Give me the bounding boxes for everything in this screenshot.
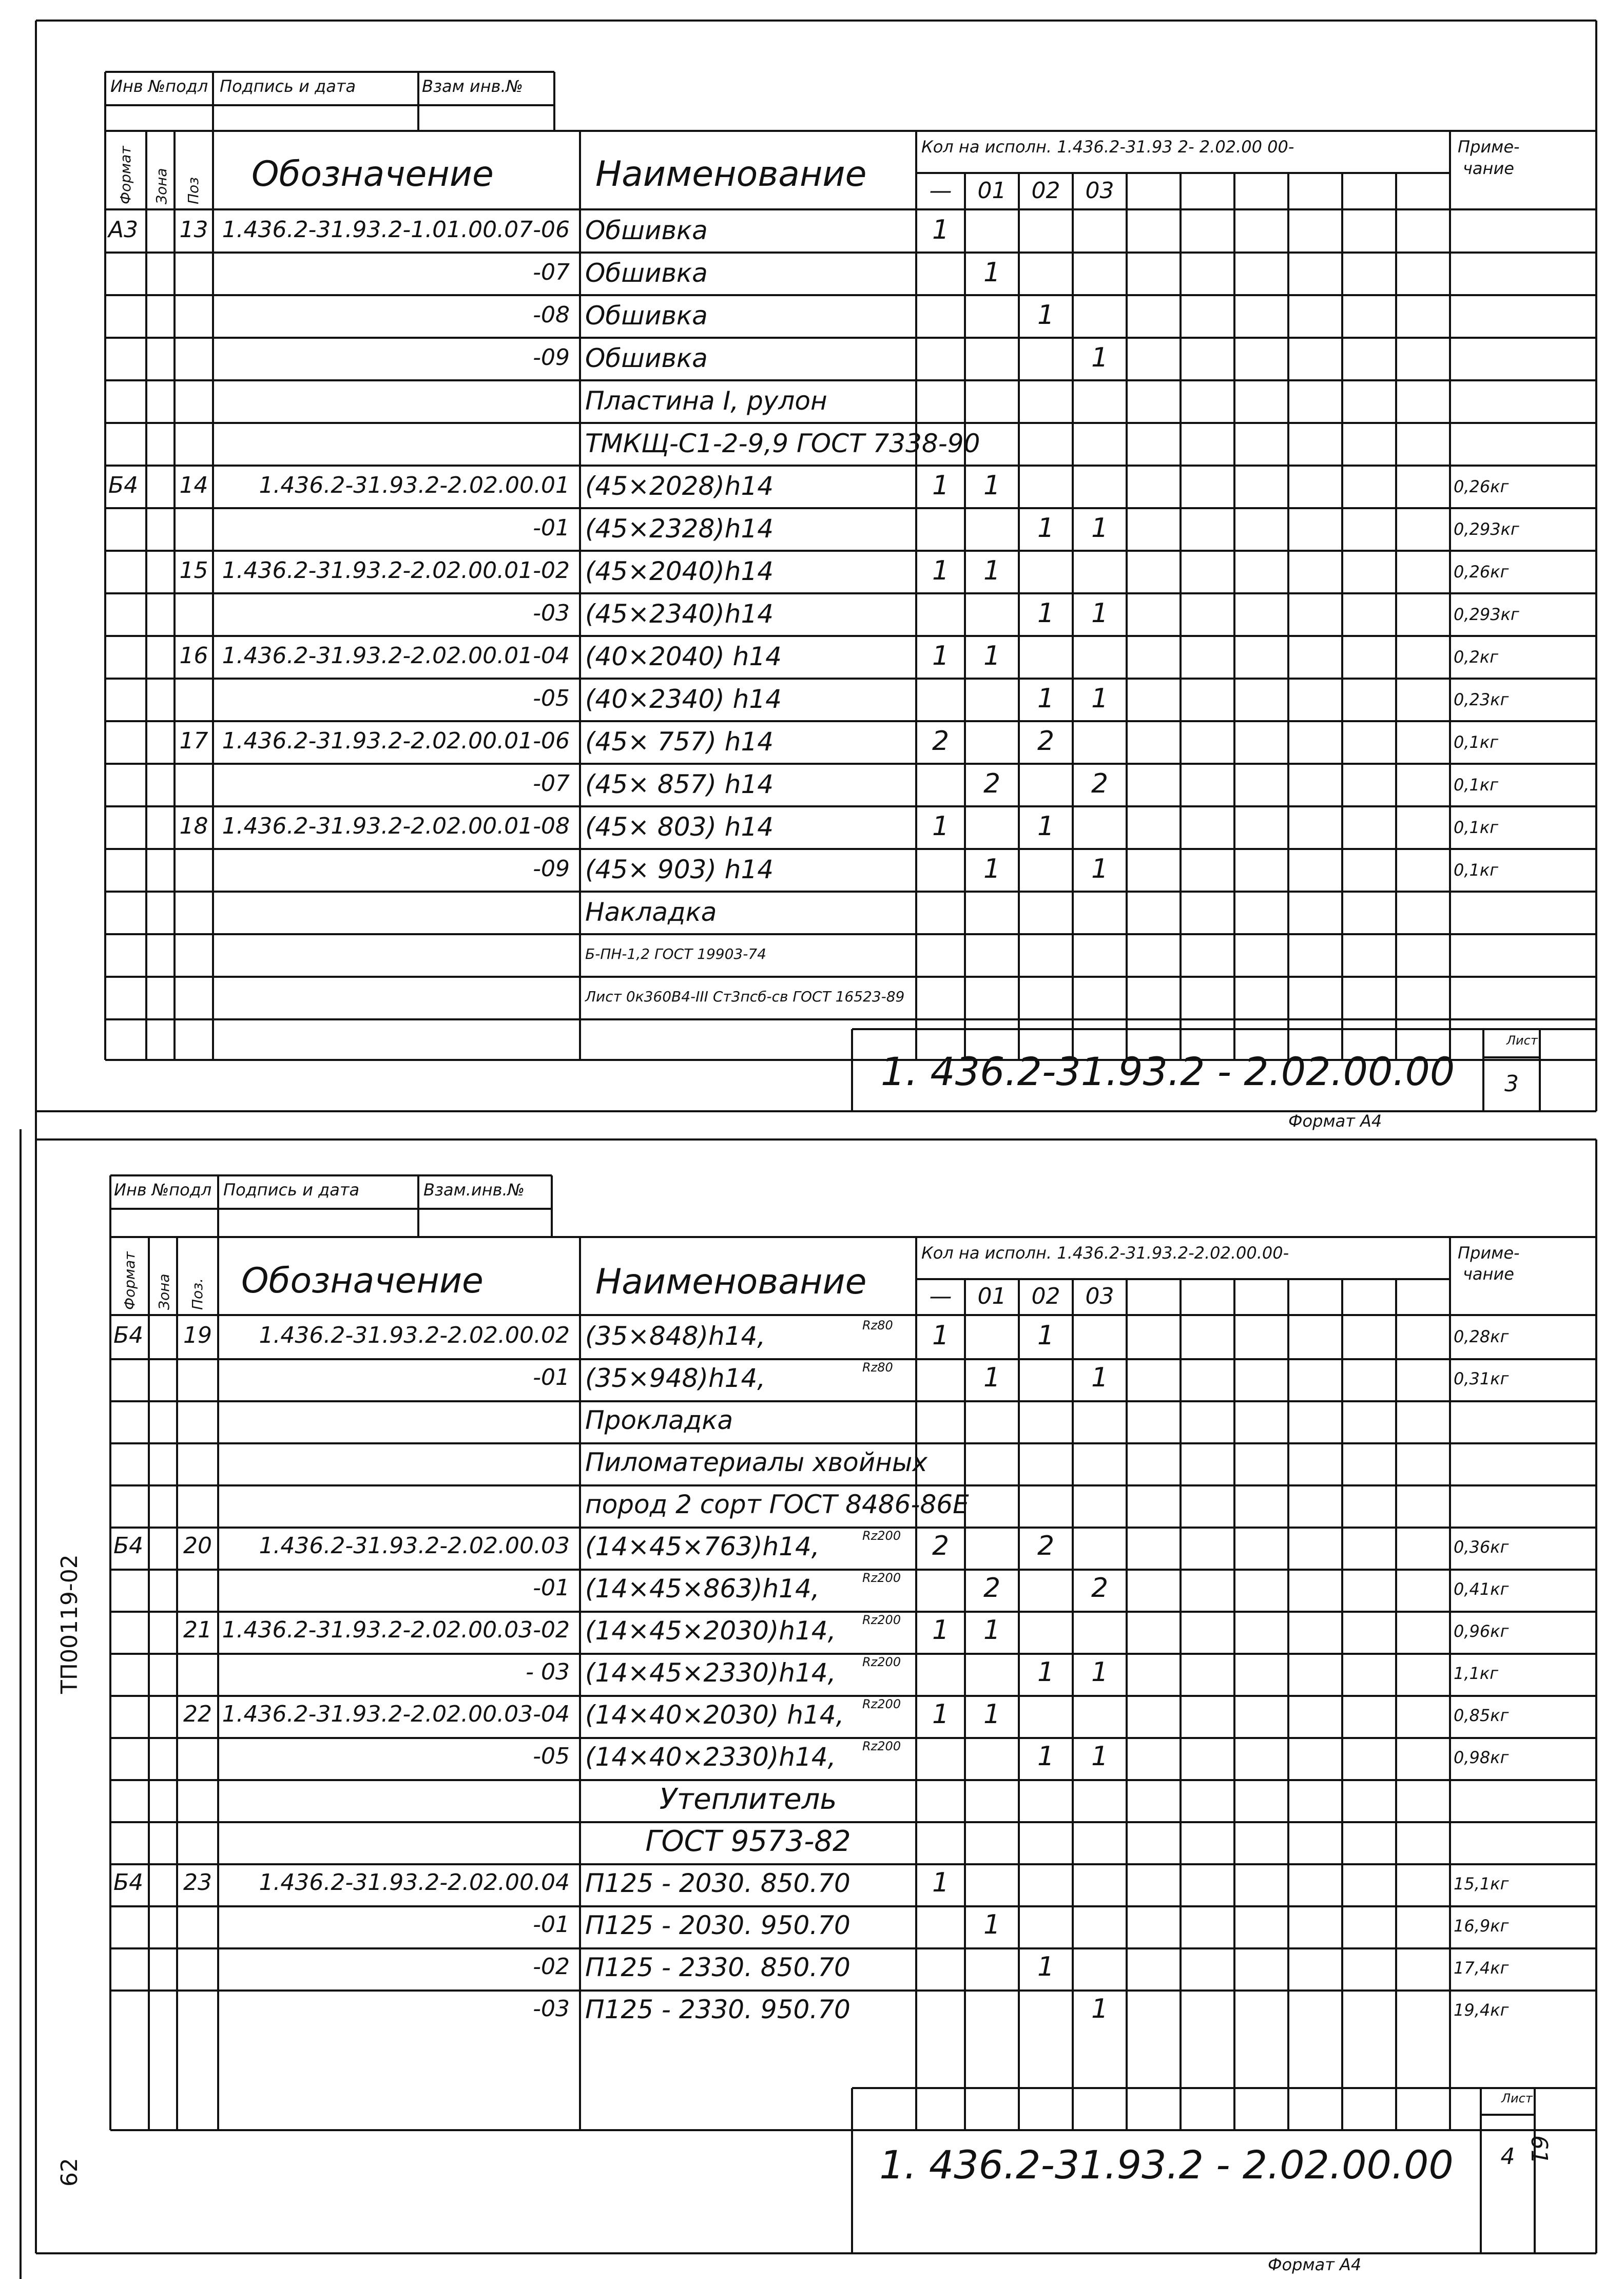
cell-designation: 1.436.2-31.93.2-1.01.00.07-06 (222, 217, 570, 243)
stamp-sign-label: Подпись и дата (223, 1180, 360, 1200)
cell-designation: -09 (533, 344, 570, 371)
cell-quantity: 1 (1091, 1994, 1109, 2024)
sheet-number: 4 (1500, 2143, 1515, 2170)
cell-note: 0,96кг (1454, 1621, 1509, 1641)
cell-quantity: 1 (1037, 1320, 1055, 1351)
cell-quantity: 1 (1037, 1952, 1055, 1982)
cell-quantity: 2 (1037, 1531, 1055, 1561)
format-note: Формат А4 (1288, 1111, 1382, 1131)
cell-quantity: 1 (1091, 598, 1109, 629)
header-variant: 03 (1085, 178, 1114, 204)
header-variant: 02 (1031, 178, 1060, 204)
cell-note: 0,85кг (1454, 1706, 1509, 1725)
cell-position: 21 (183, 1617, 212, 1643)
cell-quantity: 1 (1037, 513, 1055, 544)
cell-name: П125 - 2030. 950.70 (585, 1910, 850, 1940)
cell-note: 0,26кг (1454, 562, 1509, 582)
cell-name: Пластина I, рулон (585, 386, 827, 416)
cell-name: (35×948)h14, (585, 1363, 766, 1393)
cell-name: (45×2040)h14 (585, 556, 774, 586)
cell-name: (45×2328)h14 (585, 514, 774, 544)
cell-position: 20 (183, 1533, 212, 1559)
header-pos: Поз (185, 177, 202, 204)
cell-designation: 1.436.2-31.93.2-2.02.00.01-06 (222, 728, 570, 754)
cell-note: 0,1кг (1454, 818, 1499, 837)
cell-position: 17 (179, 728, 208, 754)
title-code: 1. 436.2-31.93.2 - 2.02.00.00 (880, 1049, 1455, 1094)
cell-quantity: 1 (1037, 300, 1055, 331)
cell-note: 0,1кг (1454, 860, 1499, 880)
header-variant: — (929, 178, 952, 204)
cell-name: (45× 903) h14 (585, 855, 774, 884)
header-note-2: чание (1463, 1264, 1514, 1284)
header-variant: 03 (1085, 1283, 1114, 1309)
header-qty: Кол на исполн. 1.436.2-31.93 2- 2.02.00 00- (921, 137, 1294, 157)
cell-name: (45× 757) h14 (585, 727, 774, 757)
cell-note: 0,293кг (1454, 605, 1519, 624)
cell-name: ТМКЩ-С1-2-9,9 ГОСТ 7338-90 (585, 429, 980, 458)
cell-quantity: 1 (932, 1699, 950, 1730)
drawing-sheet-3 (0, 0, 1624, 1129)
header-designation: Обозначение (252, 154, 494, 195)
cell-name: (40×2340) h14 (585, 684, 782, 714)
cell-note: 0,36кг (1454, 1537, 1509, 1557)
cell-name: Б-ПН-1,2 ГОСТ 19903-74 (585, 945, 766, 962)
cell-quantity: 1 (1091, 1657, 1109, 1688)
cell-note: 15,1кг (1454, 1874, 1509, 1894)
cell-format: Б4 (113, 1869, 144, 1896)
cell-name: Лист 0к360В4-III Ст3псб-св ГОСТ 16523-89 (585, 988, 905, 1005)
corner-page: 61 (1526, 2135, 1552, 2164)
cell-name: П125 - 2330. 850.70 (585, 1953, 850, 1982)
cell-quantity: 1 (1037, 1657, 1055, 1688)
cell-quantity: 1 (932, 1615, 950, 1646)
cell-designation: -01 (533, 1364, 570, 1390)
cell-quantity: 1 (983, 1615, 1001, 1646)
cell-quantity: 1 (932, 1320, 950, 1351)
cell-note: 1,1кг (1454, 1664, 1499, 1683)
cell-designation: -05 (533, 685, 570, 711)
header-format: Формат (117, 146, 134, 204)
header-variant: — (929, 1283, 952, 1309)
sheet-number: 3 (1504, 1071, 1519, 1097)
cell-name: ГОСТ 9573-82 (645, 1825, 851, 1858)
roughness-mark: Rz200 (862, 1571, 901, 1585)
cell-quantity: 2 (932, 726, 950, 757)
cell-quantity: 2 (1091, 1573, 1109, 1604)
cell-quantity: 2 (983, 1573, 1001, 1604)
cell-name: Прокладка (585, 1405, 733, 1435)
cell-position: 23 (183, 1869, 212, 1896)
cell-name: Обшивка (585, 216, 708, 245)
header-zone: Зона (153, 168, 170, 204)
header-variant: 01 (977, 178, 1007, 204)
header-name: Наименование (595, 1262, 867, 1302)
cell-format: Б4 (113, 1533, 144, 1559)
cell-name: Обшивка (585, 301, 708, 331)
cell-designation: -01 (533, 1575, 570, 1601)
roughness-mark: Rz200 (862, 1613, 901, 1627)
stamp-inv-label: Инв №подл (110, 76, 208, 96)
cell-designation: -01 (533, 1911, 570, 1938)
cell-quantity: 1 (983, 470, 1001, 501)
cell-designation: 1.436.2-31.93.2-2.02.00.01-04 (222, 643, 570, 669)
cell-designation: -08 (533, 302, 570, 328)
cell-name: (14×45×2330)h14, (585, 1658, 836, 1688)
roughness-mark: Rz80 (862, 1360, 893, 1375)
cell-quantity: 1 (1091, 683, 1109, 714)
cell-name: Накладка (585, 897, 717, 927)
cell-quantity: 1 (1091, 1362, 1109, 1393)
roughness-mark: Rz80 (862, 1318, 893, 1332)
cell-designation: -09 (533, 856, 570, 882)
cell-quantity: 1 (1091, 513, 1109, 544)
cell-quantity: 1 (932, 1867, 950, 1898)
cell-note: 17,4кг (1454, 1958, 1509, 1978)
cell-quantity: 1 (1091, 854, 1109, 884)
sheet-label: Лист (1501, 2091, 1533, 2106)
header-pos: Поз. (189, 1278, 206, 1310)
cell-position: 15 (179, 557, 208, 584)
cell-quantity: 1 (983, 555, 1001, 586)
cell-name: Пиломатериалы хвойных (585, 1447, 927, 1477)
cell-note: 0,98кг (1454, 1748, 1509, 1767)
header-variant: 02 (1031, 1283, 1060, 1309)
cell-quantity: 1 (1037, 1741, 1055, 1772)
header-designation: Обозначение (241, 1261, 484, 1301)
cell-designation: -03 (533, 1996, 570, 2022)
cell-note: 0,23кг (1454, 690, 1509, 709)
cell-note: 0,41кг (1454, 1579, 1509, 1599)
cell-name: Обшивка (585, 343, 708, 373)
cell-name: П125 - 2030. 850.70 (585, 1868, 850, 1898)
cell-quantity: 1 (932, 641, 950, 671)
cell-designation: -07 (533, 259, 570, 285)
cell-designation: -05 (533, 1743, 570, 1769)
cell-name: (14×40×2030) h14, (585, 1700, 844, 1730)
cell-quantity: 1 (932, 555, 950, 586)
cell-name: (45×2028)h14 (585, 471, 774, 501)
header-qty: Кол на исполн. 1.436.2-31.93.2-2.02.00.00- (921, 1243, 1289, 1263)
cell-quantity: 2 (932, 1531, 950, 1561)
cell-name: (40×2040) h14 (585, 642, 782, 671)
cell-designation: -01 (533, 515, 570, 541)
cell-name: (45× 803) h14 (585, 812, 774, 842)
cell-quantity: 1 (983, 257, 1001, 288)
header-zone: Зона (156, 1273, 172, 1310)
cell-designation: 1.436.2-31.93.2-2.02.00.01-02 (222, 557, 570, 584)
cell-quantity: 1 (983, 1362, 1001, 1393)
header-name: Наименование (595, 154, 867, 195)
stamp-inv-label: Инв №подл (114, 1180, 212, 1200)
cell-quantity: 1 (932, 811, 950, 842)
cell-designation: -03 (533, 600, 570, 626)
cell-quantity: 1 (1091, 1741, 1109, 1772)
cell-note: 16,9кг (1454, 1916, 1509, 1936)
cell-note: 0,293кг (1454, 519, 1519, 539)
cell-name: Утеплитель (659, 1783, 837, 1816)
cell-format: Б4 (113, 1322, 144, 1348)
cell-quantity: 1 (983, 1909, 1001, 1940)
cell-position: 19 (183, 1322, 212, 1348)
cell-name: (14×45×2030)h14, (585, 1616, 836, 1646)
cell-designation: 1.436.2-31.93.2-2.02.00.03 (259, 1533, 570, 1559)
cell-quantity: 1 (1037, 683, 1055, 714)
cell-quantity: 1 (1091, 342, 1109, 373)
format-note: Формат А4 (1268, 2255, 1362, 2274)
cell-position: 22 (183, 1701, 212, 1727)
stamp-sign-label: Подпись и дата (220, 76, 356, 96)
cell-note: 0,31кг (1454, 1369, 1509, 1388)
cell-name: пород 2 сорт ГОСТ 8486-86Е (585, 1490, 969, 1519)
cell-name: (45×2340)h14 (585, 599, 774, 629)
cell-name: Обшивка (585, 258, 708, 288)
cell-quantity: 1 (1037, 598, 1055, 629)
cell-designation: -02 (533, 1954, 570, 1980)
drawing-sheet-4 (0, 1129, 1624, 2279)
cell-quantity: 1 (983, 854, 1001, 884)
sheet-label: Лист (1506, 1033, 1538, 1048)
cell-quantity: 2 (1091, 768, 1109, 799)
roughness-mark: Rz200 (862, 1529, 901, 1543)
cell-format: Б4 (108, 472, 139, 498)
cell-designation: -07 (533, 770, 570, 797)
roughness-mark: Rz200 (862, 1739, 901, 1753)
cell-name: (35×848)h14, (585, 1321, 766, 1351)
cell-designation: 1.436.2-31.93.2-2.02.00.03-04 (222, 1701, 570, 1727)
cell-name: (45× 857) h14 (585, 769, 774, 799)
cell-position: 14 (179, 472, 208, 498)
cell-name: (14×45×763)h14, (585, 1532, 820, 1561)
cell-format: A3 (108, 217, 139, 243)
cell-quantity: 2 (1037, 726, 1055, 757)
title-code: 1. 436.2-31.93.2 - 2.02.00.00 (879, 2142, 1454, 2188)
cell-note: 0,26кг (1454, 477, 1509, 496)
header-variant: 01 (977, 1283, 1007, 1309)
cell-note: 19,4кг (1454, 2000, 1509, 2020)
cell-designation: 1.436.2-31.93.2-2.02.00.02 (259, 1322, 570, 1348)
stamp-vzam-label: Взам.инв.№ (423, 1180, 525, 1200)
cell-name: (14×40×2330)h14, (585, 1742, 836, 1772)
cell-note: 0,1кг (1454, 732, 1499, 752)
cell-note: 0,2кг (1454, 647, 1499, 667)
header-note-1: Приме- (1458, 1243, 1520, 1263)
cell-name: П125 - 2330. 950.70 (585, 1995, 850, 2024)
cell-note: 0,1кг (1454, 775, 1499, 795)
cell-position: 18 (179, 813, 208, 839)
cell-designation: 1.436.2-31.93.2-2.02.00.03-02 (222, 1617, 570, 1643)
roughness-mark: Rz200 (862, 1655, 901, 1669)
cell-quantity: 1 (983, 1699, 1001, 1730)
cell-designation: - 03 (526, 1659, 570, 1685)
cell-designation: 1.436.2-31.93.2-2.02.00.04 (259, 1869, 570, 1896)
cell-name: (14×45×863)h14, (585, 1574, 820, 1604)
cell-quantity: 2 (983, 768, 1001, 799)
side-page: 62 (56, 2158, 83, 2187)
cell-designation: 1.436.2-31.93.2-2.02.00.01 (259, 472, 570, 498)
cell-note: 0,28кг (1454, 1327, 1509, 1346)
cell-position: 13 (179, 217, 208, 243)
roughness-mark: Rz200 (862, 1697, 901, 1711)
header-format: Формат (121, 1251, 138, 1310)
header-note-2: чание (1463, 159, 1514, 178)
stamp-vzam-label: Взам инв.№ (422, 76, 523, 96)
cell-quantity: 1 (1037, 811, 1055, 842)
cell-position: 16 (179, 643, 208, 669)
cell-designation: 1.436.2-31.93.2-2.02.00.01-08 (222, 813, 570, 839)
cell-quantity: 1 (932, 470, 950, 501)
header-note-1: Приме- (1458, 137, 1520, 157)
cell-quantity: 1 (983, 641, 1001, 671)
cell-quantity: 1 (932, 215, 950, 245)
side-code: ТП00119-02 (56, 1554, 83, 1694)
